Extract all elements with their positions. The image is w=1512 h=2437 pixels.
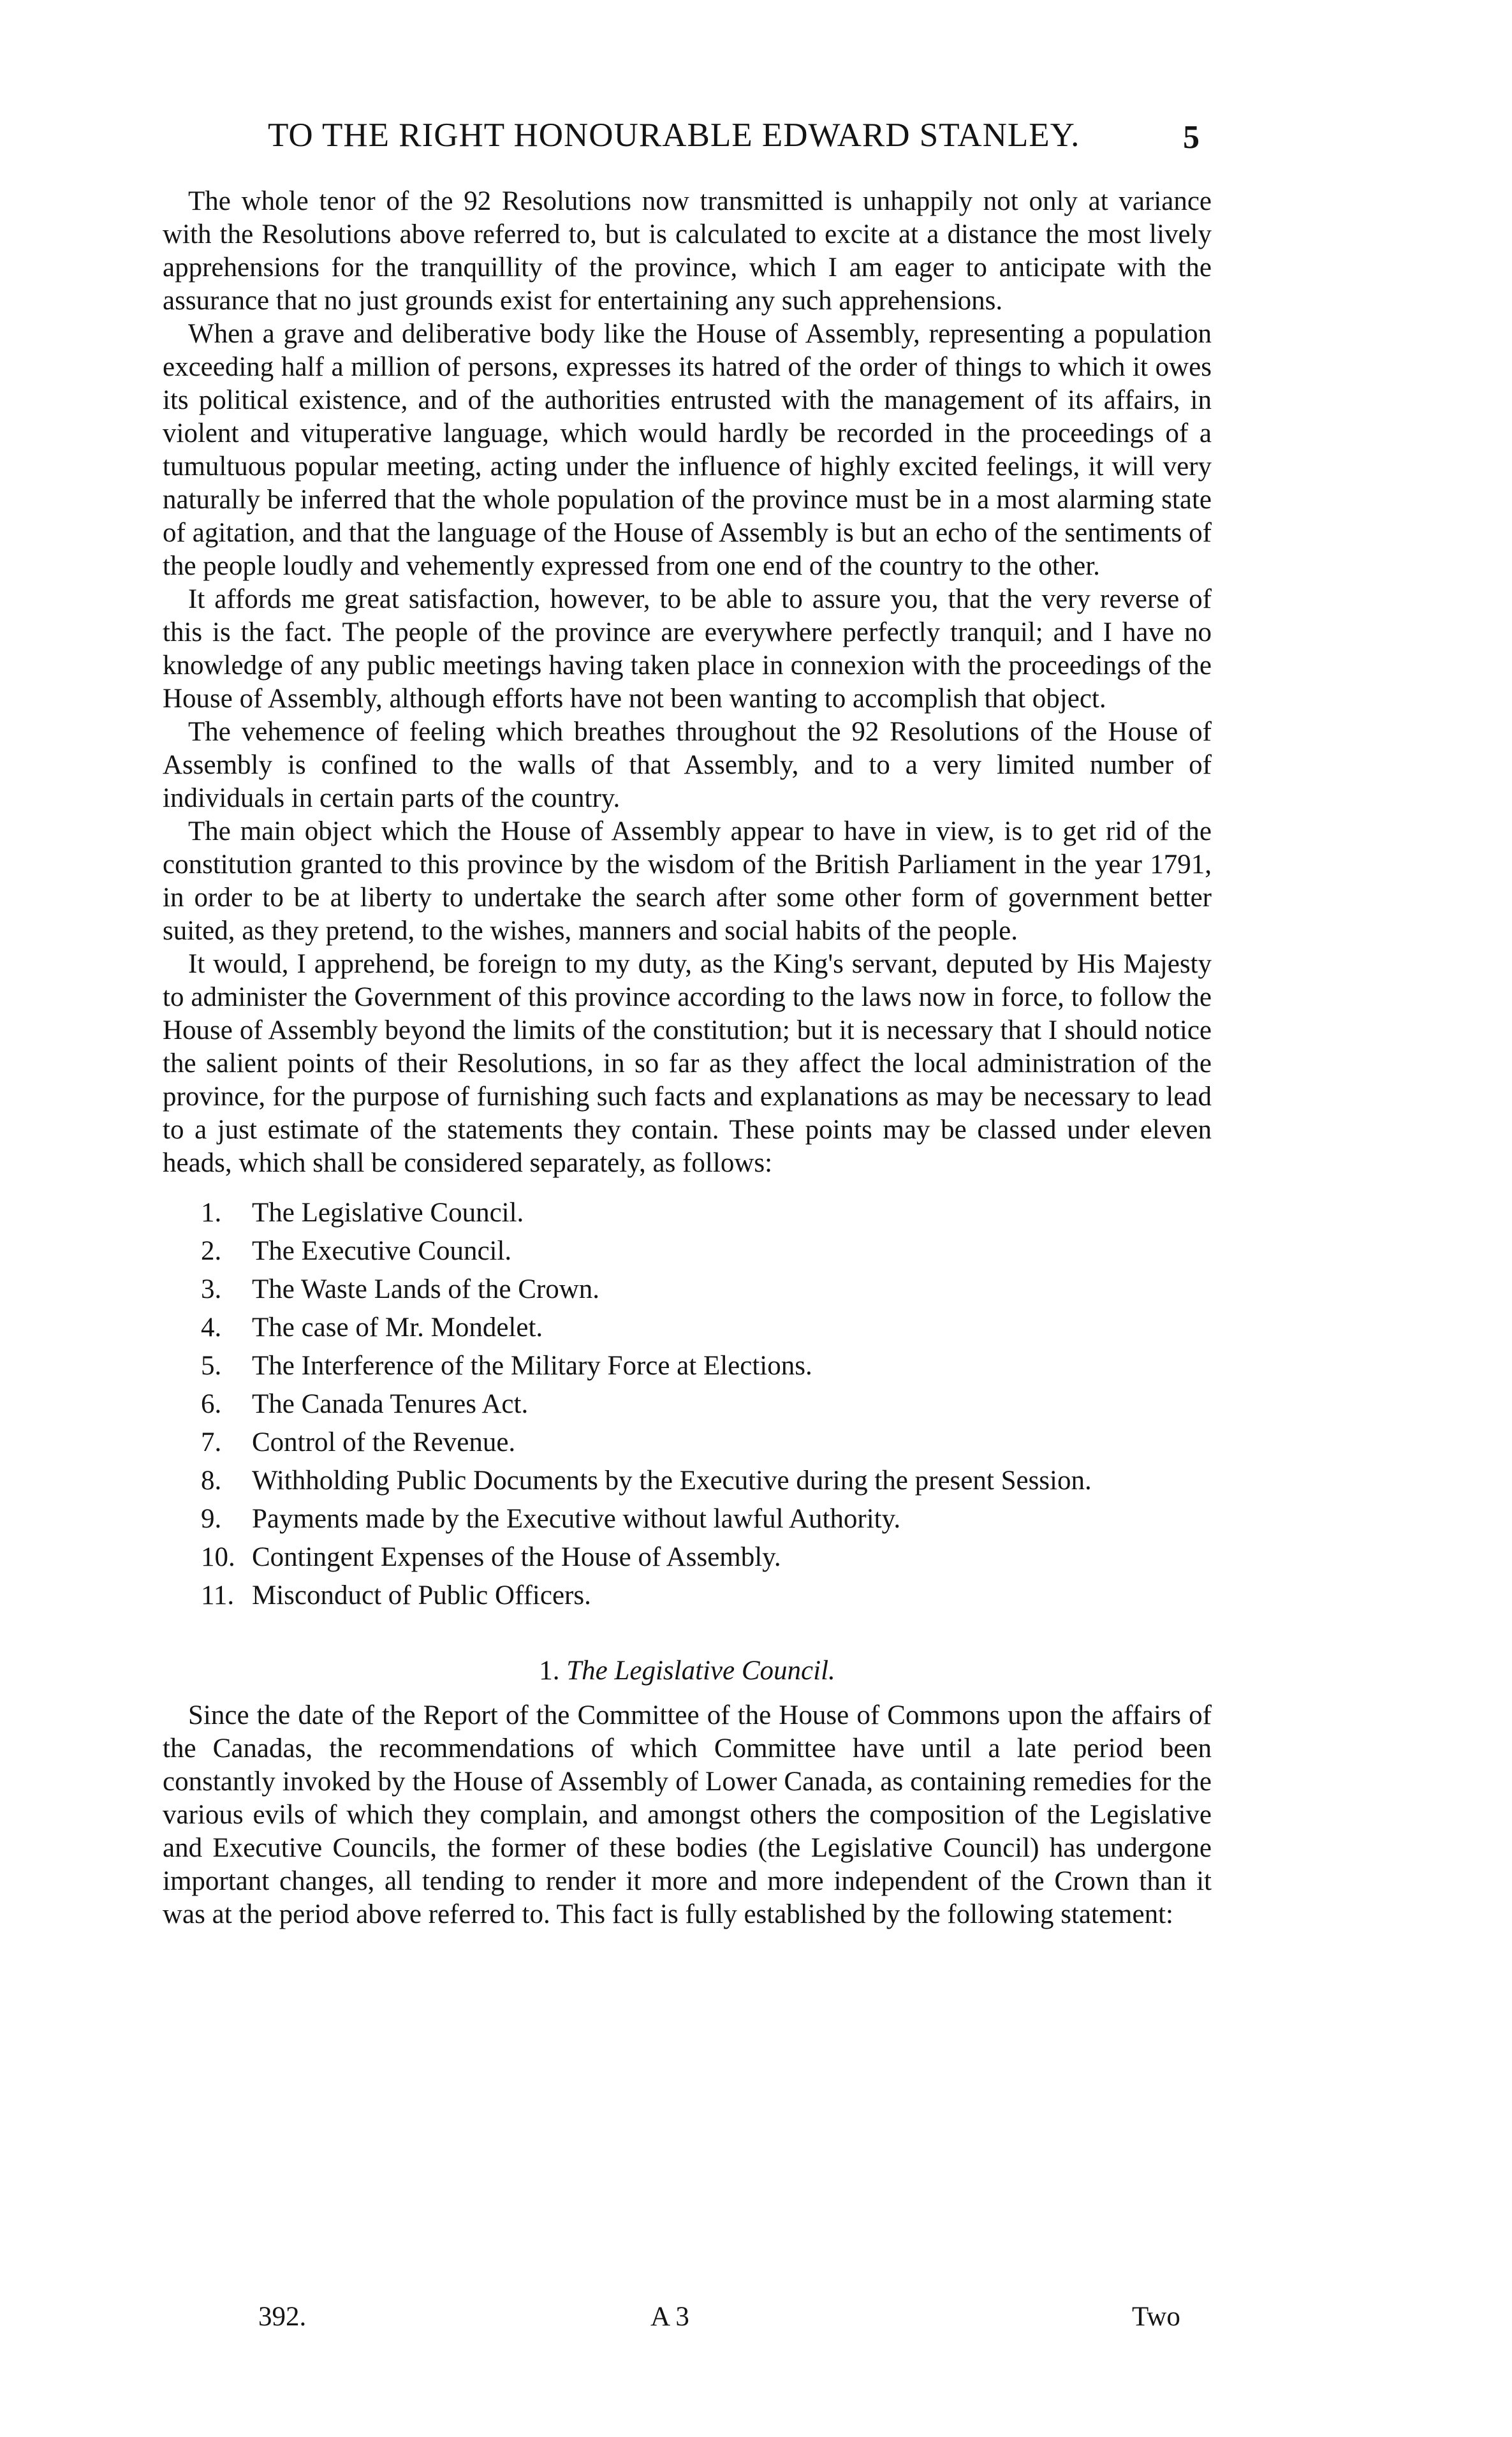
list-text: Withholding Public Documents by the Executive during the present Session. — [252, 1466, 1092, 1496]
paragraph: The whole tenor of the 92 Resolutions now transmitted is unhappily not only at variance with the Resolutions above referred to, but is calculated to excite at a distance the most lively apprehensions for the tranquillity of the province, which I am eager to anticipate with the assurance that no just grounds exist for entertaining any such apprehensions. — [163, 186, 1212, 316]
list-number: 6. — [201, 1389, 222, 1419]
list-number: 11. — [201, 1580, 235, 1610]
list-item — [163, 1311, 1212, 1344]
section-number: 1. — [539, 1656, 560, 1686]
section-paragraph: Since the date of the Report of the Committee of the House of Commons upon the affairs of the Canadas, the recommendations of which Committee have until a late period been constantly invoked by the House of Assembly of Lower Canada, as containing remedies for the various evils of which they complain, and amongst others the composition of the Legislative and Executive Councils, the former of these bodies (the Legislative Council) has undergone important changes, all tending to render it more and more independent of the Crown than it was at the period above referred to. This fact is fully established by the following statement: — [163, 1700, 1212, 1929]
running-head: TO THE RIGHT HONOURABLE EDWARD STANLEY. — [268, 117, 1080, 154]
list-number: 4. — [201, 1313, 222, 1343]
page-number: 5 — [1183, 119, 1200, 156]
list-text: The Executive Council. — [252, 1236, 512, 1266]
paragraph: When a grave and deliberative body like the House of Assembly, representing a population exceeding half a million of persons, expresses its hatred of the order of things to which it owes its political existence, and of the authorities entrusted with the management of its affairs, in violent and vituperative language, which would hardly be recorded in the proceedings of a tumultuous popular meeting, acting under the influence of highly excited feelings, it will very naturally be inferred that the whole population of the province must be in a most alarming state of agitation, and that the language of the House of Assembly is but an echo of the sentiments of the people loudly and vehemently expressed from one end of the country to the other. — [163, 319, 1212, 581]
list-item — [163, 1426, 1212, 1459]
list-text: Control of the Revenue. — [252, 1427, 516, 1457]
list-item — [163, 1196, 1212, 1230]
list-number: 9. — [201, 1504, 222, 1534]
list-text: Contingent Expenses of the House of Assembly. — [252, 1542, 781, 1572]
list-text: The Waste Lands of the Crown. — [252, 1274, 600, 1304]
list-number: 8. — [201, 1466, 222, 1496]
list-text: The Interference of the Military Force at Elections. — [252, 1351, 812, 1381]
list-text: The Legislative Council. — [252, 1198, 524, 1228]
paragraph: It would, I apprehend, be foreign to my duty, as the King's servant, deputed by His Majesty to administer the Government of this province according to the laws now in force, to follow the House of Assembly beyond the limits of the constitution; but it is necessary that I should notice the salient points of their Resolutions, in so far as they affect the local administration of the province, for the purpose of furnishing such facts and explanations as may be necessary to lead to a just estimate of the statements they contain. These points may be classed under eleven heads, which shall be considered separately, as follows: — [163, 949, 1212, 1178]
list-item — [163, 1541, 1212, 1574]
list-item — [163, 1464, 1212, 1498]
heads-list — [163, 1196, 1212, 1612]
list-number: 1. — [201, 1198, 222, 1228]
list-item — [163, 1235, 1212, 1268]
list-item — [163, 1579, 1212, 1612]
list-number: 7. — [201, 1427, 222, 1457]
section-title: The Legislative Council. — [566, 1656, 835, 1686]
paragraph: The main object which the House of Assembly appear to have in view, is to get rid of the constitution granted to this province by the wisdom of the British Parliament in the year 1791, in order to be at liberty to undertake the search after some other form of government better suited, as they pretend, to the wishes, manners and social habits of the people. — [163, 816, 1212, 946]
list-item — [163, 1388, 1212, 1421]
list-item — [163, 1503, 1212, 1536]
list-text: The Canada Tenures Act. — [252, 1389, 529, 1419]
list-text: Payments made by the Executive without lawful Authority. — [252, 1504, 901, 1534]
list-number: 10. — [201, 1542, 235, 1572]
list-text: Misconduct of Public Officers. — [252, 1580, 591, 1610]
list-text: The case of Mr. Mondelet. — [252, 1313, 543, 1343]
footer-document-number: 392. — [258, 2302, 307, 2332]
section-heading — [163, 1654, 1212, 1688]
list-number: 2. — [201, 1236, 222, 1266]
footer-signature-mark: A 3 — [650, 2302, 689, 2332]
list-item — [163, 1273, 1212, 1306]
list-number: 3. — [201, 1274, 222, 1304]
list-number: 5. — [201, 1351, 222, 1381]
list-item — [163, 1350, 1212, 1383]
body-text — [163, 185, 1212, 1931]
paragraph: It affords me great satisfaction, however, to be able to assure you, that the very reverse of this is the fact. The people of the province are everywhere perfectly tranquil; and I have no knowledge of any public meetings having taken place in connexion with the proceedings of the House of Assembly, although efforts have not been wanting to accomplish that object. — [163, 584, 1212, 714]
paragraph: The vehemence of feeling which breathes throughout the 92 Resolutions of the House of Assembly is confined to the walls of that Assembly, and to a very limited number of individuals in certain parts of the country. — [163, 717, 1212, 813]
footer-catchword: Two — [1132, 2302, 1180, 2332]
